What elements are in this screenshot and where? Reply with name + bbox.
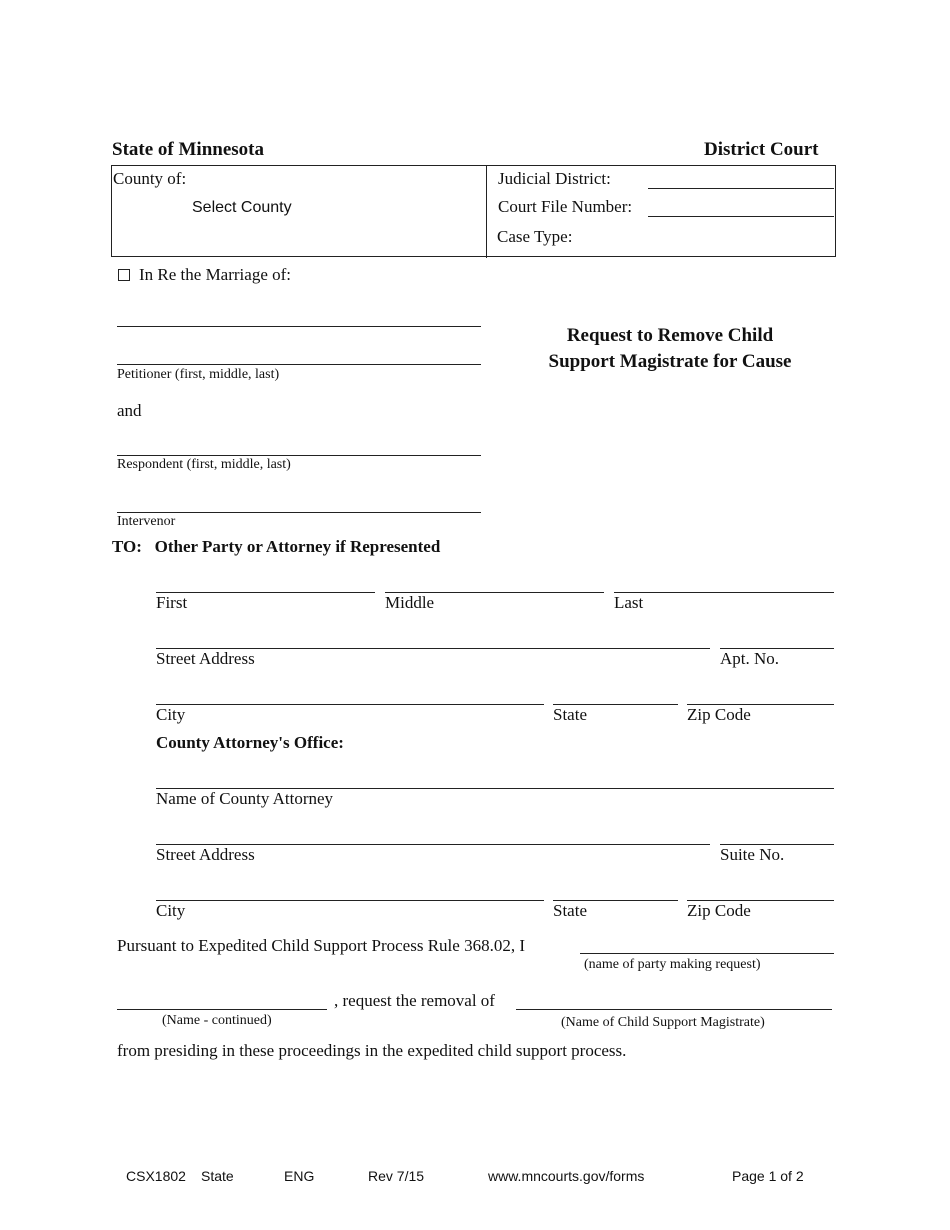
magistrate-name-label: (Name of Child Support Magistrate)	[561, 1015, 765, 1030]
respondent-label: Respondent (first, middle, last)	[117, 457, 291, 472]
caption-divider	[486, 165, 487, 258]
county-attorney-heading: County Attorney's Office:	[156, 733, 344, 752]
to-apt-no-label: Apt. No.	[720, 649, 780, 668]
ca-city-label: City	[156, 901, 186, 920]
ca-street-address-label: Street Address	[156, 845, 255, 864]
case-type-label: Case Type:	[497, 227, 573, 246]
intervenor-field[interactable]	[117, 512, 481, 513]
to-first-field[interactable]	[156, 592, 375, 593]
pursuant-text: Pursuant to Expedited Child Support Process Rule 368.02, I	[117, 936, 525, 955]
to-city-field[interactable]	[156, 704, 544, 705]
marriage-checkbox[interactable]	[118, 269, 130, 281]
footer-state: State	[201, 1168, 234, 1184]
request-removal-text: , request the removal of	[334, 991, 495, 1010]
to-street-address-label: Street Address	[156, 649, 255, 668]
court-file-number-field[interactable]	[648, 216, 834, 217]
to-city-label: City	[156, 705, 186, 724]
court-file-number-label: Court File Number:	[498, 197, 633, 216]
name-continued-label: (Name - continued)	[162, 1013, 272, 1028]
ca-suite-no-label: Suite No.	[720, 845, 785, 864]
requesting-party-field[interactable]	[580, 953, 834, 954]
to-last-label: Last	[614, 593, 644, 612]
petitioner-line-1[interactable]	[117, 326, 481, 327]
respondent-field[interactable]	[117, 455, 481, 456]
to-state-label: State	[553, 705, 587, 724]
footer-form-id: CSX1802	[126, 1168, 186, 1184]
ca-state-label: State	[553, 901, 587, 920]
petitioner-label: Petitioner (first, middle, last)	[117, 367, 280, 382]
to-middle-label: Middle	[385, 593, 435, 612]
state-heading: State of Minnesota	[112, 139, 264, 160]
marriage-checkbox-label: In Re the Marriage of:	[139, 265, 291, 284]
to-last-field[interactable]	[614, 592, 834, 593]
county-label: County of:	[113, 169, 187, 188]
magistrate-name-field[interactable]	[516, 1009, 832, 1010]
intervenor-label: Intervenor	[117, 514, 176, 529]
form-title-line-1: Request to Remove Child	[566, 325, 774, 346]
judicial-district-field[interactable]	[648, 188, 834, 189]
name-continued-field[interactable]	[117, 1009, 327, 1010]
ca-zip-label: Zip Code	[687, 901, 751, 920]
county-attorney-name-label: Name of County Attorney	[156, 789, 334, 808]
presiding-text: from presiding in these proceedings in the expedited child support process.	[117, 1041, 627, 1060]
county-select[interactable]: Select County	[192, 199, 292, 216]
to-first-label: First	[156, 593, 188, 612]
ca-city-field[interactable]	[156, 900, 544, 901]
judicial-district-label: Judicial District:	[498, 169, 611, 188]
to-heading: TO: Other Party or Attorney if Represented	[112, 537, 441, 556]
footer-revision: Rev 7/15	[368, 1168, 425, 1184]
petitioner-field[interactable]	[117, 364, 481, 365]
court-heading: District Court	[704, 139, 819, 160]
to-zip-label: Zip Code	[687, 705, 751, 724]
form-title-line-2: Support Magistrate for Cause	[548, 351, 792, 372]
and-text: and	[117, 401, 142, 420]
footer-language: ENG	[284, 1168, 315, 1184]
footer-url[interactable]: www.mncourts.gov/forms	[488, 1168, 645, 1184]
footer-page: Page 1 of 2	[732, 1168, 804, 1184]
requesting-party-label: (name of party making request)	[584, 957, 761, 972]
